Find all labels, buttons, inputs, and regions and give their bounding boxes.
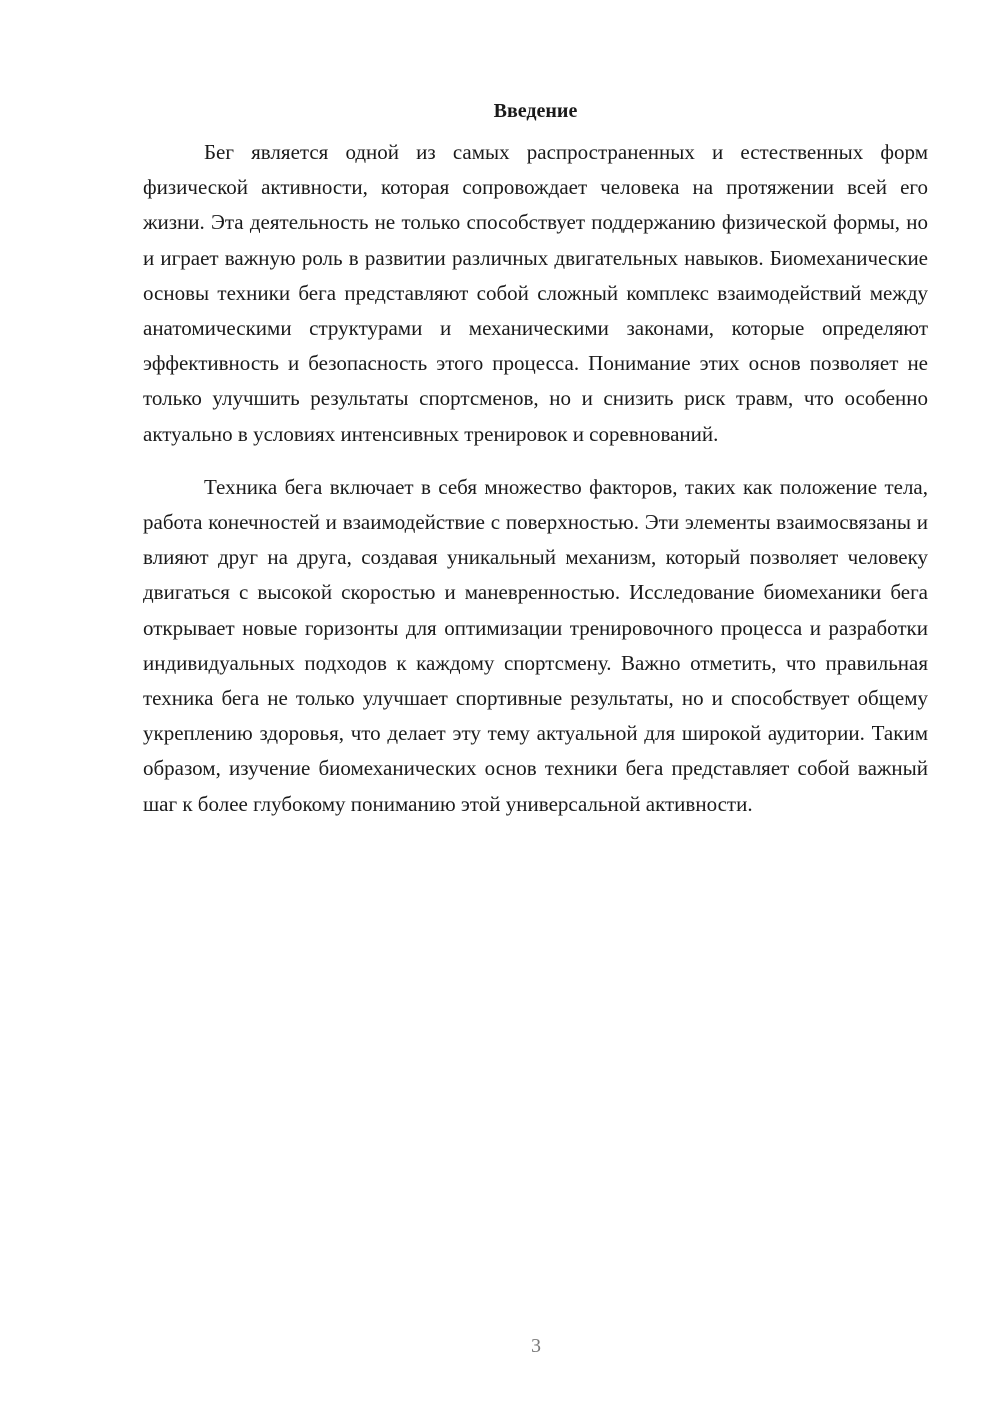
section-heading: Введение bbox=[493, 100, 578, 122]
paragraph-2: Техника бега включает в себя множество факторов, таких как положение тела, работа конечностей и взаимодействие с поверхностью. Эти элементы взаимосвязаны и влияют друг на друга, создавая уникальный механизм, который позволяет человеку двигаться с высокой скоростью и маневренностью. Исследование биомеханики бега открывает новые горизонты для оптимизации тренировочного процесса и разработки индивидуальных подходов к каждому спортсмену. Важно отметить, что правильная техника бега не только улучшает спортивные результаты, но и способствует общему укреплению здоровья, что делает эту тему актуальной для широкой аудитории. Таким образом, изучение биомеханических основ техники бега представляет собой важный шаг к более глубокому пониманию этой универсальной активности. bbox=[143, 474, 928, 816]
paragraph-1: Бег является одной из самых распространенных и естественных форм физической активности, которая сопровождает человека на протяжении всей его жизни. Эта деятельность не только способствует поддержанию физической формы, но и играет важную роль в развитии различных двигательных навыков. Биомеханические основы техники бега представляют собой сложный комплекс взаимодействий между анатомическими структурами и механическими законами, которые определяют эффективность и безопасность этого процесса. Понимание этих основ позволяет не только улучшить результаты спортсменов, но и снизить риск травм, что особенно актуально в условиях интенсивных тренировок и соревнований. bbox=[143, 140, 928, 446]
page-body bbox=[143, 97, 928, 822]
page-number: 3 bbox=[531, 1335, 541, 1357]
